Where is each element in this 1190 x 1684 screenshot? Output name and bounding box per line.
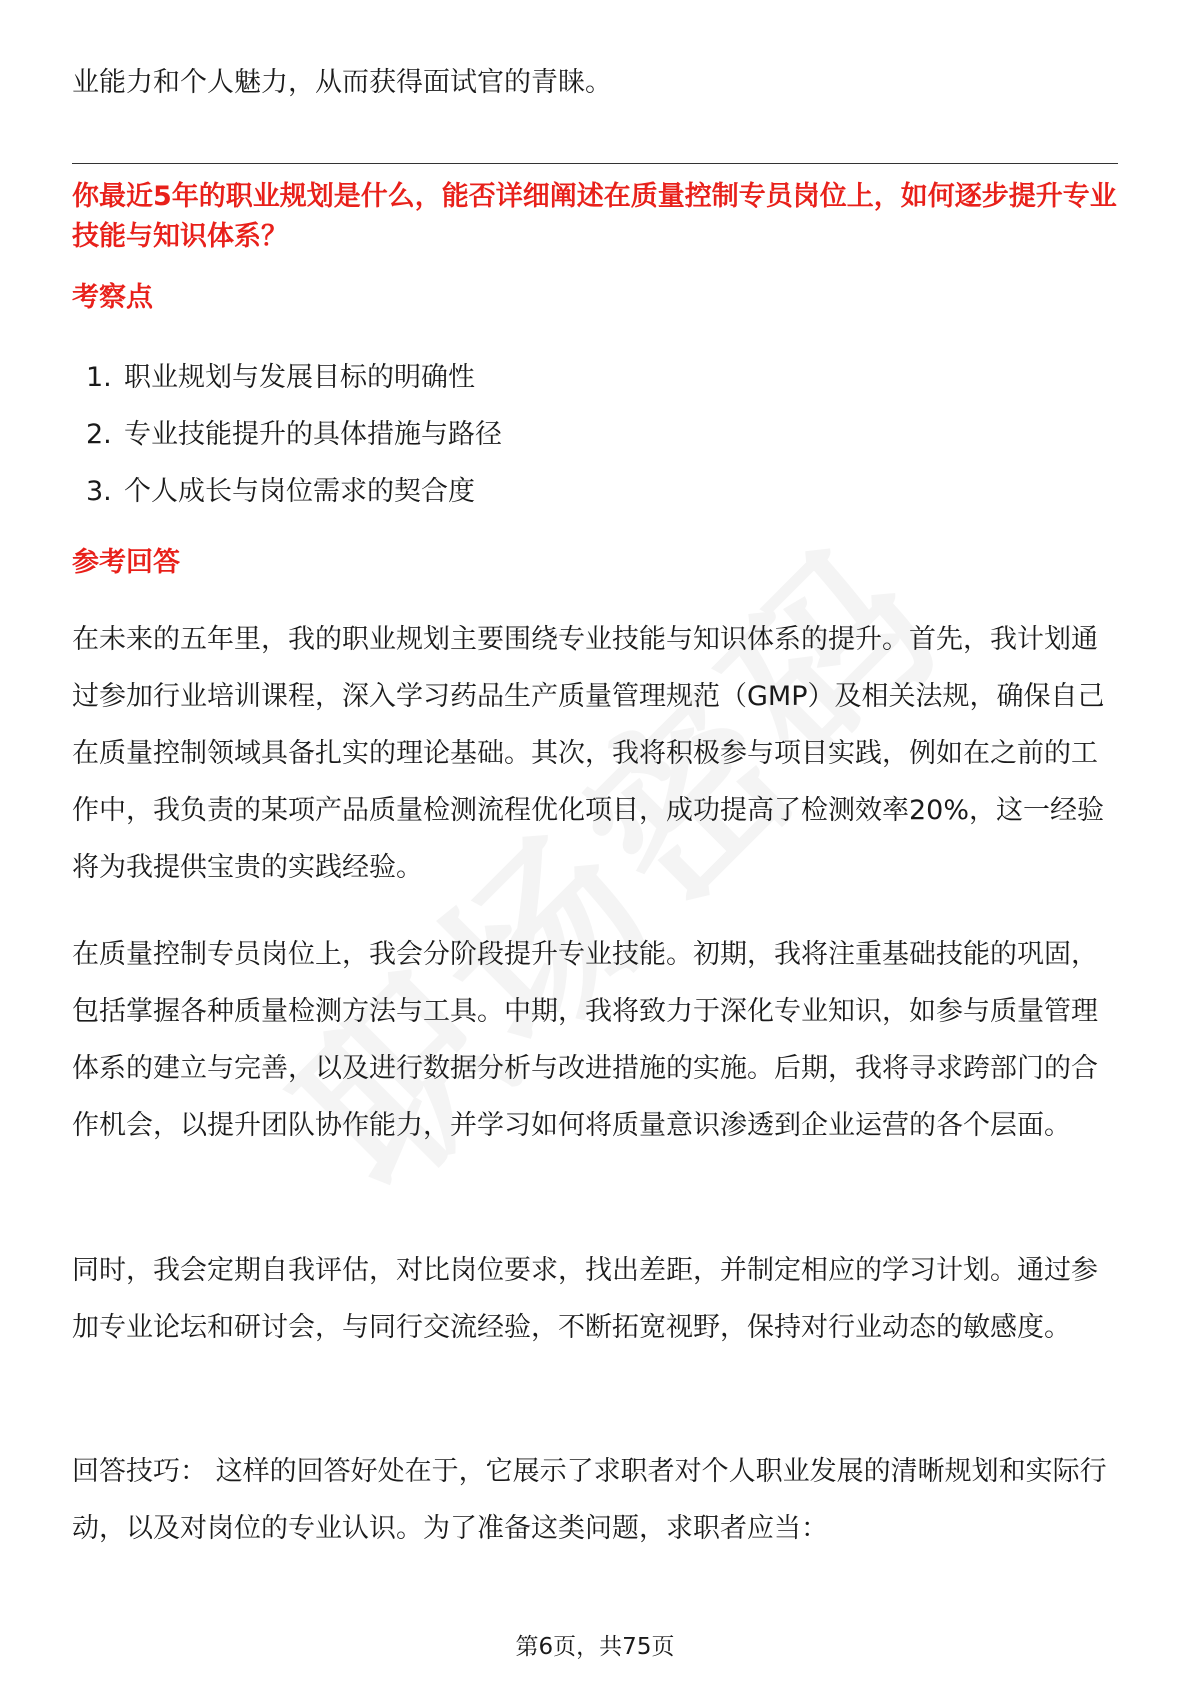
divider [72,163,1118,164]
list-item-text: 个人成长与岗位需求的契合度 [124,476,475,507]
section-title-points: 考察点 [72,282,153,313]
list-item [72,349,502,406]
list-item-number: 1. [86,362,112,393]
answer-paragraph: 同时，我会定期自我评估，对比岗位要求，找出差距，并制定相应的学习计划。通过参加专业论坛和研讨会，与同行交流经验，不断拓宽视野，保持对行业动态的敏感度。 [72,1255,1098,1343]
section-title-answer: 参考回答 [72,547,180,578]
carry-over-text: 业能力和个人魅力，从而获得面试官的青睐。 [72,67,612,98]
points-list [72,349,502,520]
answer-paragraph: 在未来的五年里，我的职业规划主要围绕专业技能与知识体系的提升。首先，我计划通过参加行业培训课程，深入学习药品生产质量管理规范（GMP）及相关法规，确保自己在质量控制领域具备扎实的理论基础。其次，我将积极参与项目实践，例如在之前的工作中，我负责的某项产品质量检测流程优化项目，成功提高了检测效率20%，这一经验将为我提供宝贵的实践经验。 [72,624,1105,883]
list-item-number: 3. [86,476,112,507]
question-heading: 你最近5年的职业规划是什么，能否详细阐述在质量控制专员岗位上，如何逐步提升专业技能与知识体系？ [72,181,1117,252]
answer-tips-paragraph: 回答技巧： 这样的回答好处在于，它展示了求职者对个人职业发展的清晰规划和实际行动，以及对岗位的专业认识。为了准备这类问题，求职者应当： [72,1456,1107,1544]
list-item-text: 专业技能提升的具体措施与路径 [124,419,502,450]
list-item-text: 职业规划与发展目标的明确性 [124,362,475,393]
list-item [72,463,502,520]
list-item [72,406,502,463]
page-footer: 第6页，共75页 [515,1634,675,1660]
list-item-number: 2. [86,419,112,450]
answer-paragraph: 在质量控制专员岗位上，我会分阶段提升专业技能。初期，我将注重基础技能的巩固，包括掌握各种质量检测方法与工具。中期，我将致力于深化专业知识，如参与质量管理体系的建立与完善，以及进行数据分析与改进措施的实施。后期，我将寻求跨部门的合作机会，以提升团队协作能力，并学习如何将质量意识渗透到企业运营的各个层面。 [72,939,1098,1141]
